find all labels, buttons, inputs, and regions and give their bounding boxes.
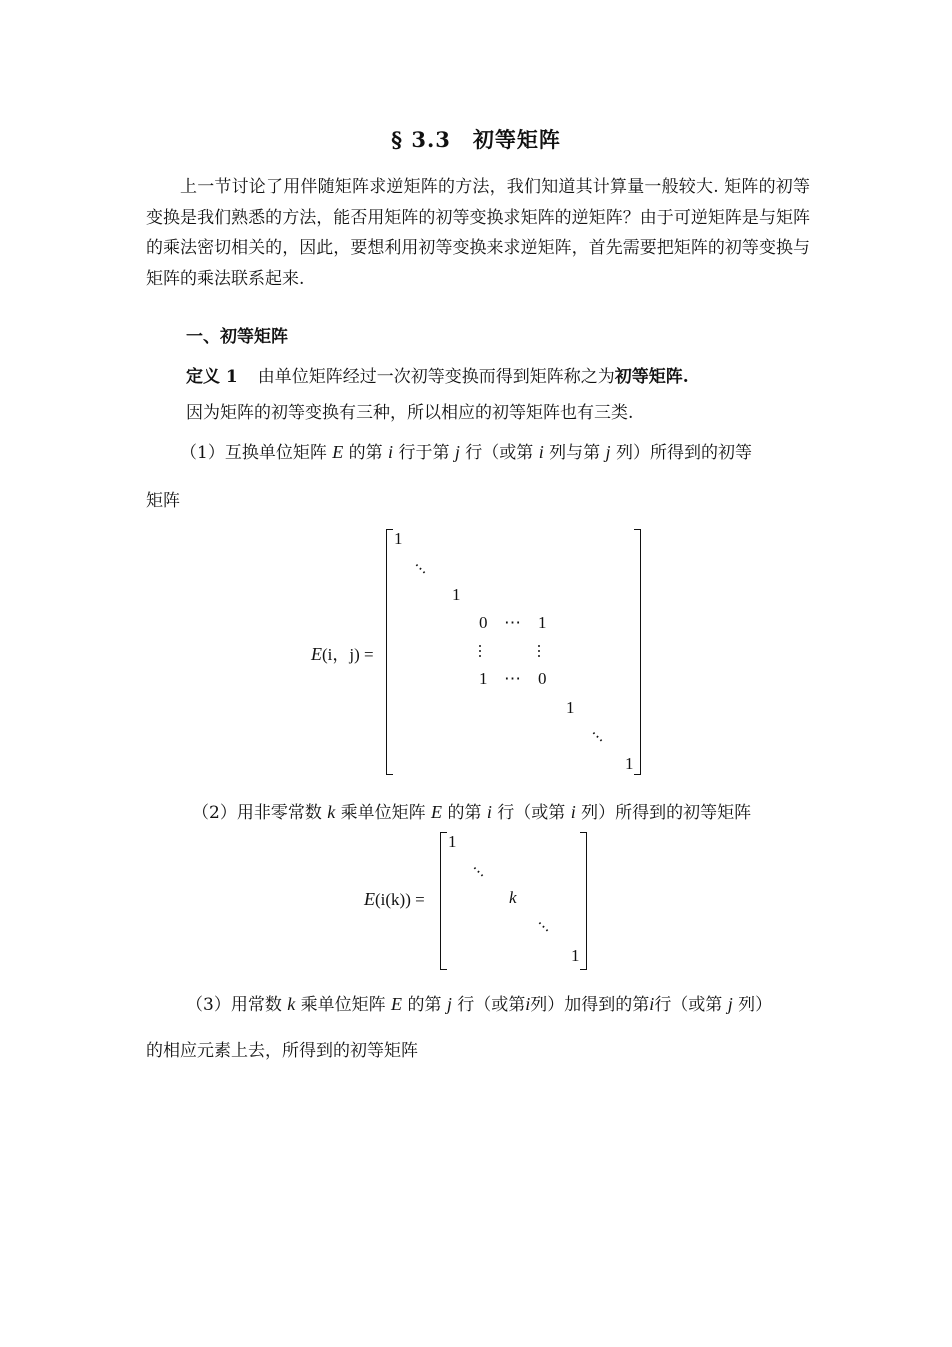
section-number: § 3.3 — [391, 127, 451, 152]
matrix-1-entry: 1 — [452, 585, 461, 604]
matrix-1-entry: 0 — [538, 669, 547, 688]
item-1-text: （1）互换单位矩阵 E 的第 i 行于第 j 行（或第 i 列与第 j 列）所得到的初等 — [180, 442, 752, 463]
matrix-2-entry: 1 — [571, 946, 580, 965]
definition-1: 定义 1 由单位矩阵经过一次初等变换而得到矩阵称之为初等矩阵. — [186, 367, 689, 387]
matrix-2-entry-k: k — [509, 888, 517, 907]
matrix-2-ddots: ⋯ — [532, 914, 555, 938]
matrix-2-right-bracket — [580, 832, 587, 970]
matrix-1-entry: 1 — [566, 698, 575, 717]
definition-label: 定义 1 — [186, 367, 238, 387]
matrix-1-entry: 1 — [479, 669, 488, 688]
matrix-1-vdots: ⋯ — [530, 643, 549, 658]
item-1-continuation: 矩阵 — [146, 491, 180, 511]
section-title — [0, 124, 952, 154]
intro-paragraph: 上一节讨论了用伴随矩阵求逆矩阵的方法，我们知道其计算量一般较大. 矩阵的初等变换是我们熟悉的方法，能否用矩阵的初等变换求矩阵的逆矩阵？由于可逆矩阵是与矩阵的乘法密切相关的，因此，要想利用初等变换来求逆矩阵，首先需要把矩阵的初等变换与矩阵的乘法联系起来. — [146, 177, 810, 289]
matrix-1-entry: 0 — [479, 613, 488, 632]
matrix-2-ddots: ⋯ — [467, 859, 490, 883]
matrix-1-ddots: ⋯ — [586, 724, 609, 748]
matrix-1-vdots: ⋯ — [471, 643, 490, 658]
definition-text: 由单位矩阵经过一次初等变换而得到矩阵称之为 — [257, 367, 615, 387]
heading-elementary-matrices: 一、初等矩阵 — [186, 327, 288, 347]
matrix-2-entry: 1 — [448, 832, 457, 851]
item-2-text: （2）用非零常数 k 乘单位矩阵 E 的第 i 行（或第 i 列）所得到的初等矩阵 — [192, 802, 752, 823]
matrix-1-left-bracket — [386, 529, 393, 775]
matrix-2-lhs: E(i(k)) = — [364, 889, 425, 909]
matrix-1-hdots: ⋯ — [504, 669, 521, 688]
matrix-2-left-bracket — [440, 832, 447, 970]
matrix-1-entry: 1 — [394, 529, 403, 548]
item-3-text: （3）用常数 k 乘单位矩阵 E 的第 j 行（或第i列）加得到的第i行（或第 j 列） — [186, 994, 773, 1015]
matrix-1-lhs: E(i，j) = — [311, 644, 374, 664]
matrix-1-entry: 1 — [625, 754, 634, 773]
definition-term: 初等矩阵 — [614, 367, 683, 387]
matrix-1-right-bracket — [634, 529, 641, 775]
matrix-1-hdots: ⋯ — [504, 613, 521, 632]
three-types-text: 因为矩阵的初等变换有三种，所以相应的初等矩阵也有三类. — [186, 403, 634, 423]
item-3-continuation: 的相应元素上去，所得到的初等矩阵 — [146, 1041, 418, 1061]
matrix-1-ddots: ⋯ — [409, 556, 432, 580]
matrix-1-entry: 1 — [538, 613, 547, 632]
section-name: 初等矩阵 — [472, 127, 561, 152]
